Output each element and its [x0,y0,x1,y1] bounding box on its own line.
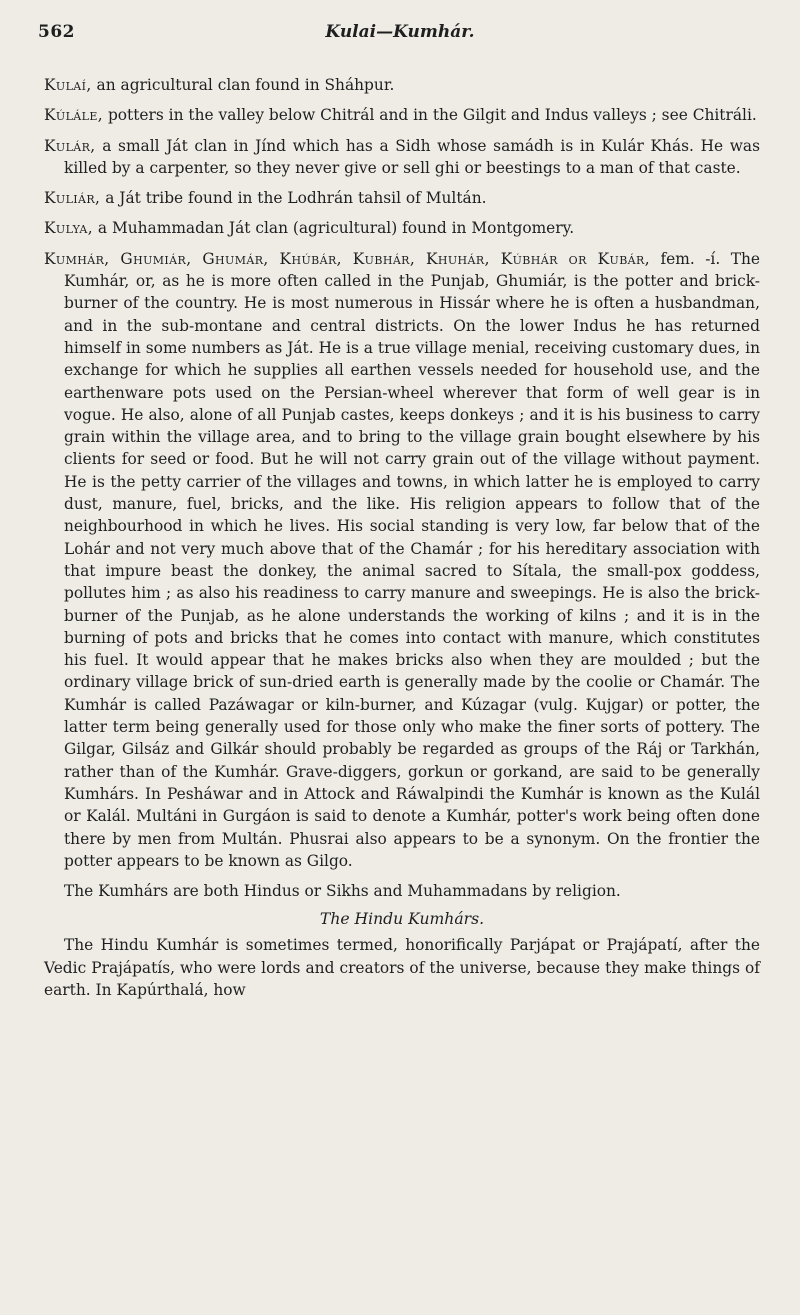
entry-headword: Kulaí, [44,76,92,94]
entry-kulale [44,104,760,126]
page-header [38,22,762,48]
entry-kulai [44,74,760,96]
entry-text: a Ját tribe found in the Lodhrán tahsil of Multán. [100,189,487,208]
entry-headword: Kulya, [44,219,94,238]
section-heading: The Hindu Kumhárs. [319,910,485,929]
entry-headword: Kuliár, [44,189,101,208]
entry-text: an agricultural clan found in Sháhpur. [91,76,395,94]
entry-text: a Muhammadan Ját clan (agricultural) found in Montgomery. [93,219,575,238]
entry-kulya [44,217,760,239]
main-text [44,74,760,1007]
paragraph-religion: The Kumhárs are both Hindus or Sikhs and Muhammadans by religion. [64,882,621,901]
entry-kumhar [44,248,760,872]
entry-kular [44,135,760,180]
page-number: 562 [38,22,75,42]
entry-kuliar [44,187,760,209]
paragraph-hindu-kumhars: The Hindu Kumhár is sometimes termed, honorifically Parjápat or Prajápatí, after the Vedic Prajápatís, who were lords and creators of the universe, because they make things of earth. In Kapúrthalá, how [44,936,760,999]
entry-headword: Kulár, [44,136,96,155]
entry-headword: Kumhár, Ghumiár, Ghumár, Khúbár, Kubhár, Khuhár, Kúbhár or Kubár, [44,249,651,268]
entry-text: a small Ját clan in Jínd which has a Sidh whose samádh is in Kulár Khás. He was killed by a carpenter, so they never give or sell ghi or beestings to a man of that caste. [64,136,760,177]
entry-text: potters in the valley below Chitrál and in the Gilgit and Indus valleys ; see Chitráli. [103,106,757,125]
entry-text: fem. -í. The Kumhár, or, as he is more often called in the Punjab, Ghumiár, is the potter and brick-burner of the country. He is most numerous in Hissár where he is often a husbandman, and in the sub-montane and central districts. On the lower Indus he has returned himself in some numbers as Ját. He is a true village menial, receiving customary dues, in exchange for which he supplies all earthen vessels needed for household use, and the earthenware pots used on the Persian-wheel wherever that form of well gear is in vogue. He also, alone of all Punjab castes, keeps donkeys ; and it is his business to carry grain within the village area, and to bring to the village grain bought elsewhere by his clients for seed or food. But he will not carry grain out of the village without payment. He is the petty carrier of the villages and towns, in which latter he is employed to carry dust, manure, fuel, bricks, and the like. His religion appears to follow that of the neighbourhood in which he lives. His social standing is very low, far below that of the Lohár and not very much above that of the Chamár ; for his hereditary association with that impure beast the donkey, the animal sacred to Sítala, the small-pox goddess, pollutes him ; as also his readiness to carry manure and sweepings. He is also the brick-burner of the Punjab, as he alone understands the working of kilns ; and it is in the burning of pots and bricks that he comes into contact with manure, which constitutes his fuel. It would appear that he makes bricks also when they are moulded ; but the ordinary village brick of sun-dried earth is generally made by the coolie or Chamár. The Kumhár is called Pazáwagar or kiln-burner, and Kúzagar (vulg. Kujgar) or potter, the latter term being generally used for those only who make the finer sorts of pottery. The Gilgar, Gilsáz and Gilkár should probably be regarded as groups of the Ráj or Tarkhán, rather than of the Kumhár. Grave-diggers, gorkun or gorkand, are said to be generally Kumhárs. In Pesháwar and in Attock and Ráwalpindi the Kumhár is known as the Kulál or Kalál. Multáni in Gurgáon is said to denote a Kumhár, potter's work being often done there by men from Multán. Phusrai also appears to be a synonym. On the frontier the potter appears to be known as Gilgo. [64,249,760,870]
entry-headword: Kúlále, [44,106,104,125]
running-title: Kulai—Kumhár. [325,22,475,42]
